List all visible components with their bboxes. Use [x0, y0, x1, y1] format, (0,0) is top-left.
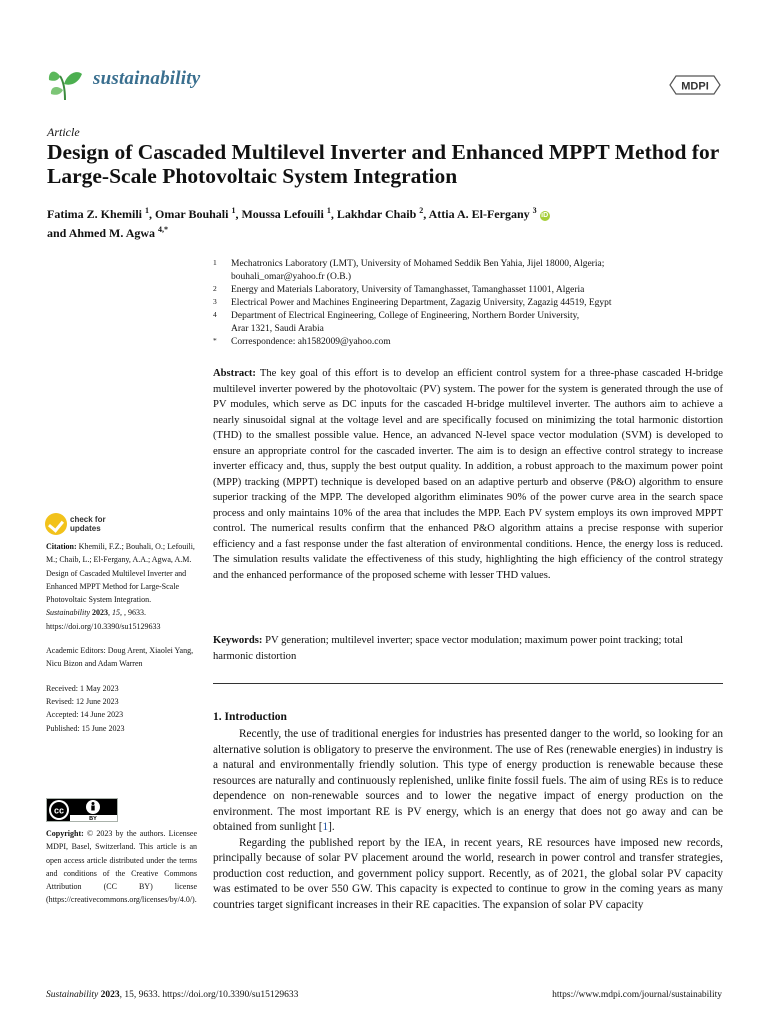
date-accepted: Accepted: 14 June 2023 — [46, 710, 124, 720]
author[interactable]: Attia A. El-Fergany — [428, 207, 530, 221]
check-updates-line: check for — [70, 515, 106, 524]
affiliation-line: Energy and Materials Laboratory, University of Tamanghasset, Tamanghasset 11001, Algeria — [231, 285, 585, 295]
copyright-label: Copyright: — [46, 829, 84, 838]
author[interactable]: Ahmed M. Agwa — [68, 226, 156, 240]
check-updates-icon — [45, 513, 67, 535]
date-received: Received: 1 May 2023 — [46, 683, 119, 693]
date-published: Published: 15 June 2023 — [46, 723, 125, 733]
introduction-body — [213, 727, 723, 913]
check-updates-line: updates — [70, 524, 101, 533]
citation-text: Khemili, F.Z.; Bouhali, O.; Lefouili, M.; Chaib, L.; El-Fergany, A.A.; Agwa, A.M. Design of Cascaded Multilevel Inverter and Enhanced MPPT Method for Large-Scale Photovoltaic System Integration. — [46, 542, 195, 605]
correspondence-email[interactable]: Correspondence: ah1582009@yahoo.com — [231, 337, 391, 347]
author-affiliation-mark: 4,* — [158, 225, 169, 234]
cc-by-license-icon[interactable] — [46, 798, 118, 822]
affiliation-item — [213, 258, 733, 284]
orcid-icon[interactable]: iD — [541, 212, 549, 219]
paper-title: Design of Cascaded Multilevel Inverter and Enhanced MPPT Method for Large-Scale Photovoltaic System Integration — [47, 140, 719, 188]
citation-journal: Sustainability — [46, 608, 90, 618]
author-affiliation-mark: 1 — [231, 206, 236, 215]
keywords-text: PV generation; multilevel inverter; space vector modulation; maximum power point tracking; total harmonic distortion — [213, 635, 683, 662]
footer-journal: Sustainability — [46, 990, 99, 1000]
affiliation-number: 1 — [213, 258, 217, 267]
affiliation-line: Electrical Power and Machines Engineering Department, Zagazig University, Zagazig 44519, Egypt — [231, 298, 612, 308]
mdpi-logo-text: MDPI — [681, 80, 709, 93]
affiliation-number: 4 — [213, 310, 217, 319]
author-conjunction: and — [47, 226, 67, 240]
mdpi-logo-icon[interactable] — [668, 74, 722, 96]
affiliation-item — [213, 284, 733, 297]
keywords-label: Keywords: — [213, 635, 263, 646]
section-heading: 1. Introduction — [213, 711, 287, 723]
abstract-label: Abstract: — [213, 368, 256, 379]
citation-doi[interactable]: , 9633. https://doi.org/10.3390/su15129633 — [46, 608, 161, 631]
sustainability-logo-icon — [46, 64, 84, 102]
date-revised: Revised: 12 June 2023 — [46, 696, 119, 706]
author-list: Fatima Z. Khemili $^1$, Omar Bouhali $^1$, Moussa Lefouili $^1$, Lakhdar Chaib $^2$, Attia A. El-Fergany $^3$ iD and Ahmed M. Agwa $^{4,*}$ — [47, 206, 549, 240]
affiliation-line: Arar 1321, Saudi Arabia — [231, 324, 324, 334]
citation-volume: 15, — [112, 608, 122, 618]
author[interactable]: Omar Bouhali — [155, 207, 229, 221]
paragraph — [213, 727, 723, 836]
citation-label: Citation: — [46, 542, 77, 551]
citation-link[interactable]: 1 — [322, 821, 329, 833]
paragraph: Regarding the published report by the IEA, in recent years, RE resources have imposed new records, principally because of solar PV placement around the world, research in power control and transfer strategies, production cost reduction, and government policy support. Recently, as of 2021, the global solar PV capacity was estimated to be over 550 GW. This capacity is expected to continue to grow in the coming years as many countries target significant increases in their RE capacities. The expansion of solar PV capacity — [213, 836, 723, 911]
footer-doi[interactable]: , 15, 9633. https://doi.org/10.3390/su15129633 — [119, 990, 299, 1000]
academic-editors: Academic Editors: Doug Arent, Xiaolei Yang, Nicu Bizon and Adam Warren — [46, 646, 194, 669]
footer-citation — [46, 990, 298, 1000]
author-affiliation-mark: 3 — [532, 206, 537, 215]
author[interactable]: Lakhdar Chaib — [336, 207, 417, 221]
affiliation-number: 2 — [213, 284, 217, 293]
copyright-notice — [46, 827, 197, 907]
check-updates-label — [70, 515, 106, 533]
footer-journal-url[interactable]: https://www.mdpi.com/journal/sustainability — [552, 990, 722, 1000]
affiliations — [213, 258, 733, 349]
sidebar-info — [46, 540, 196, 746]
journal-name[interactable]: sustainability — [93, 68, 201, 89]
affiliation-number: 3 — [213, 297, 217, 306]
section-divider — [213, 683, 723, 684]
affiliation-number: * — [213, 336, 217, 345]
cc-by-label: BY — [89, 816, 97, 822]
dates-block — [46, 682, 196, 735]
paragraph-text: ]. — [328, 821, 335, 833]
svg-text:cc: cc — [53, 805, 65, 816]
affiliation-item — [213, 336, 733, 349]
copyright-text: © 2023 by the authors. Licensee MDPI, Basel, Switzerland. This article is an open access article distributed under the terms and conditions of the Creative Commons Attribution (CC BY) license (https://creativecommons.org/licenses/by/4.0/). — [46, 829, 198, 905]
author[interactable]: Fatima Z. Khemili — [47, 207, 142, 221]
author-affiliation-mark: 2 — [419, 206, 424, 215]
article-type: Article — [47, 125, 80, 139]
author-affiliation-mark: 1 — [145, 206, 149, 215]
abstract — [213, 366, 723, 583]
affiliation-item — [213, 297, 733, 310]
affiliation-line: Department of Electrical Engineering, College of Engineering, Northern Border University, — [231, 311, 580, 321]
author[interactable]: Moussa Lefouili — [241, 207, 324, 221]
footer-year: 2023 — [100, 990, 120, 1000]
affiliation-item — [213, 310, 733, 336]
keywords — [213, 633, 723, 664]
affiliation-line: Mechatronics Laboratory (LMT), University of Mohamed Seddik Ben Yahia, Jijel 18000, Algeria; — [231, 259, 605, 269]
abstract-text: The key goal of this effort is to develop an efficient control system for a three-phase cascaded H-bridge multilevel inverter powered by the photovoltaic (PV) system. The power for the system is generated through the use of PV modules, which serve as DC inputs for the cascaded H-bridge multilevel inverter. The authors aim to achieve a nearly sinusoidal signal at the voltage level and are specifically focused on minimizing the total harmonic distortion (THD) to the smallest possible value. Hence, an advanced N-level space vector modulation (SVM) is developed to ensure an appropriate control for the cascaded inverter. The aim is to design an effective control strategy to increase inverter efficacy and, thus, supply the best output quality. In addition, a robust approach to the maximum power point (MPP) tracking (MPPT) technique is developed based on an adaptive perturb and observe (P&O) algorithm to ensure superior tracking of the MPP. The developed algorithm eliminates 90% of the power curve area in the search space process and only maintains 10% of the area that includes the MPP. Each PV system employs its own improved MPPT control. The numerical results confirm that the enhanced P&O algorithm attains a precise response with superior efficiency and a fast response under the fast alteration of environmental conditions. Hence, the energy loss is reduced. The simulation results validate the effectiveness of this study, highlighting the high efficiency of the control strategy and the enhanced performance of the proposed scheme with lesser THD values. — [213, 368, 723, 581]
author-affiliation-mark: 1 — [326, 206, 331, 215]
citation-block: Citation: Khemili, F.Z.; Bouhali, O.; Lefouili, M.; Chaib, L.; El-Fergany, A.A.; Agwa, A.M. Design of Cascaded Multilevel Inverter and Enhanced MPPT Method for Large-Scale Photovoltaic System Integration. Sustainability 2023, 15, , 9633. https://doi.org/10.3390/su15129633 — [46, 542, 195, 631]
check-for-updates-button[interactable] — [45, 513, 125, 539]
paragraph-text: Recently, the use of traditional energies for industries has presented danger to the world, so looking for an alternative solution is obligatory to preserve the environment. The use of Res (renewable energies) in industry is a natural and environmentally friendly solution. This type of energy production is renewable because these resources are naturally and continuously replenished, unlike finite fossil fuels. The aim of using REs is to reduce dependence on non-renewable sources and to lower the negative impact of energy production on the environment. The most important RE is PV energy, which is an energy that does not go away and can be obtained from sunlight [ — [213, 728, 723, 833]
affiliation-email[interactable]: bouhali_omar@yahoo.fr (O.B.) — [231, 272, 352, 282]
citation-year: 2023 — [92, 608, 108, 618]
